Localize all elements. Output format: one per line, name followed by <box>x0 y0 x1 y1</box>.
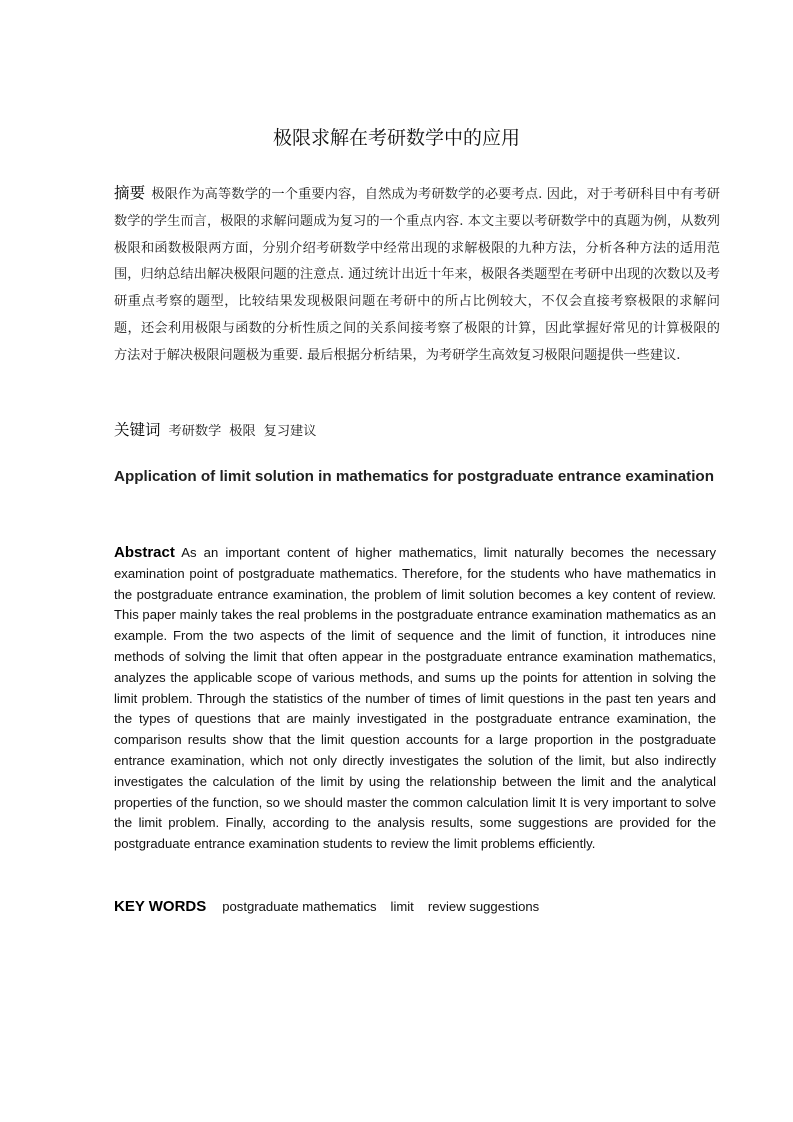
english-keywords-label: KEY WORDS <box>114 898 207 915</box>
english-keywords <box>114 896 553 918</box>
chinese-title: 极限求解在考研数学中的应用 <box>272 127 520 149</box>
chinese-keyword: 极限 <box>229 424 256 439</box>
english-keyword: review suggestions <box>427 899 540 914</box>
chinese-keywords-label: 关键词 <box>114 421 161 439</box>
english-keyword: limit <box>390 899 414 914</box>
chinese-abstract-text: 极限作为高等数学的一个重要内容，自然成为考研数学的必要考点. 因此，对于考研科目中有考研数学的学生而言，极限的求解问题成为复习的一个重点内容. 本文主要以考研数学中的真题为例，从数列极限和函数极限两方面，分别介绍考研数学中经常出现的求解极限的九种方法，分析各种方法的适用范围，归纳总结出解决极限问题的注意点. 通过统计出近十年来，极限各类题型在考研中出现的次数以及考研重点考察的题型，比较结果发现极限问题在考研中的所占比例较大，不仅会直接考察极限的求解问题，还会利用极限与函数的分析性质之间的关系间接考察了极限的计算，因此掌握好常见的计算极限的方法对于解决极限问题极为重要. 最后根据分析结果，为考研学生高效复习极限问题提供一些建议. <box>114 187 720 363</box>
chinese-abstract-label: 摘要 <box>114 184 146 202</box>
chinese-abstract <box>114 180 720 370</box>
english-abstract-label: Abstract <box>114 544 175 561</box>
english-keyword: postgraduate mathematics <box>222 899 377 914</box>
english-abstract-text: As an important content of higher mathematics, limit naturally becomes the necessary examination point of postgraduate mathematics. Therefore, for the students who have mathematics in the postgraduate entrance examination, the problem of limit solution becomes a key content of review. This paper mainly takes the real problems in the postgraduate entrance examination mathematics as an example. From the two aspects of the limit of sequence and the limit of function, it introduces nine methods of solving the limit that often appear in the postgraduate entrance examination mathematics, analyzes the applicable scope of various methods, and sums up the points for attention in solving the limit problem. Through the statistics of the number of times of limit questions in the past ten years and the types of questions that are mainly investigated in the postgraduate entrance examination, the comparison results show that the limit question accounts for a large proportion in the postgraduate entrance examination, which not only directly investigates the solution of the limit, but also indirectly investigates the calculation of the limit by using the relationship between the limit and the analytical properties of the function, so we should master the common calculation limit It is very important to solve the limit problem. Finally, according to the analysis results, some suggestions are provided for the postgraduate entrance examination students to review the limit problems efficiently. <box>114 545 716 852</box>
chinese-keywords <box>114 417 324 445</box>
english-abstract <box>114 543 716 855</box>
chinese-keyword: 复习建议 <box>263 424 317 439</box>
chinese-keyword: 考研数学 <box>168 424 222 439</box>
english-title: Application of limit solution in mathematics for postgraduate entrance examination <box>114 468 714 485</box>
